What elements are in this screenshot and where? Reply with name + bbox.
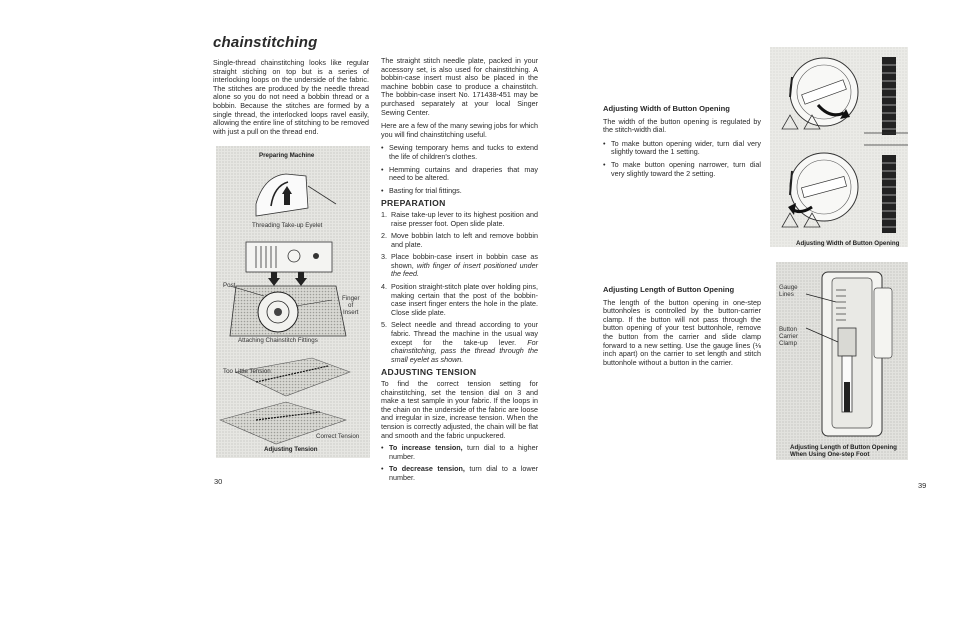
length-figure bbox=[776, 262, 908, 460]
uses-list bbox=[381, 144, 538, 195]
carrier-label: Carrier bbox=[779, 333, 798, 340]
button-label: Button bbox=[779, 326, 797, 333]
adjusting-tension-heading: ADJUSTING TENSION bbox=[381, 367, 477, 378]
list-item: • To make button opening narrower, turn dial very slightly toward the 2 setting. bbox=[603, 161, 761, 178]
page-title: chainstitching bbox=[213, 34, 318, 51]
list-item: 4. Position straight-stitch plate over holding pins, making certain that the post of the bobbin-case insert finger enters the hole in the plate. Close slide plate. bbox=[381, 282, 538, 317]
uses-intro: Here are a few of the many sewing jobs for which you will find chainstitching useful. bbox=[381, 121, 539, 139]
length-caption-line1: Adjusting Length of Button Opening bbox=[790, 444, 897, 451]
list-item: • To increase tension, turn dial to a higher number. bbox=[381, 444, 538, 461]
length-paragraph: The length of the button opening in one-step buttonholes is controlled by the button-carrier clamp. If the button will not pass through the button opening of your test buttonhole, remove the button from the carrier and slide clamp forward to a new setting. Use the gauge lines (⅛ inch apart) on the carrier to set length and stitch buttonhole without a button in the carrier. bbox=[603, 297, 761, 367]
finger-label: Finger bbox=[342, 295, 360, 302]
list-item: • Hemming curtains and draperies that may need to be altered. bbox=[381, 166, 538, 183]
tension-paragraph: To find the correct tension setting for chainstitching, set the tension dial on 3 and make a test sample in your fabric. If the loops in the chain on the underside of the fabric are loose and irregular in size, increase tension. When the tension is correctly adjusted, the chain will be flat and smooth and the fabric unpuckered. bbox=[381, 379, 538, 440]
attaching-fittings-label: Attaching Chainstitch Fittings bbox=[238, 337, 318, 344]
gauge-label: Gauge bbox=[779, 284, 798, 291]
stitch-width-dial-illustration bbox=[770, 47, 908, 247]
list-item: 2. Move bobbin latch to left and remove bobbin and plate. bbox=[381, 231, 538, 249]
correct-tension-label: Correct Tension bbox=[316, 433, 360, 440]
one-step-foot-illustration bbox=[776, 262, 908, 460]
preparing-machine-label: Preparing Machine bbox=[259, 152, 315, 159]
list-item: • To decrease tension, turn dial to a lower number. bbox=[381, 465, 538, 482]
width-figure bbox=[770, 47, 908, 247]
preparation-steps bbox=[381, 211, 538, 365]
post-label: Post bbox=[223, 282, 236, 289]
text-column-2 bbox=[381, 57, 538, 487]
intro-column bbox=[213, 59, 369, 141]
list-item: 3. Place bobbin-case insert in bobbin case as shown, with finger of insert positioned under the feed. bbox=[381, 252, 538, 279]
length-section bbox=[603, 286, 761, 372]
length-heading: Adjusting Length of Button Opening bbox=[603, 285, 735, 294]
insert-label: Insert bbox=[343, 309, 359, 316]
adjusting-tension-label: Adjusting Tension bbox=[264, 446, 318, 453]
chainstitch-illustration bbox=[216, 146, 370, 458]
width-caption: Adjusting Width of Button Opening bbox=[796, 240, 900, 247]
threading-eyelet-label: Threading Take-up Eyelet bbox=[252, 222, 323, 229]
too-little-tension-label: Too Little Tension bbox=[223, 368, 271, 375]
page-number-right: 39 bbox=[918, 481, 927, 490]
list-item: • Sewing temporary hems and tucks to extend the life of children's clothes. bbox=[381, 144, 538, 161]
page-number-left: 30 bbox=[214, 477, 223, 486]
lines-label: Lines bbox=[779, 291, 794, 298]
list-item: • To make button opening wider, turn dial very slightly toward the 1 setting. bbox=[603, 140, 761, 157]
width-list bbox=[603, 140, 761, 178]
of-label: of bbox=[348, 302, 354, 309]
width-paragraph: The width of the button opening is regulated by the stitch-width dial. bbox=[603, 116, 761, 135]
list-item: 5. Select needle and thread according to your fabric. Thread the machine in the usual way except for the take-up lever. For chainstitching, pass the thread through the small eyelet as shown. bbox=[381, 320, 538, 364]
list-item: 1. Raise take-up lever to its highest position and raise presser foot. Open slide plate. bbox=[381, 209, 538, 228]
chainstitch-figure bbox=[216, 146, 370, 458]
width-heading: Adjusting Width of Button Opening bbox=[603, 104, 730, 113]
intro-paragraph: Single-thread chainstitching looks like regular straight stiching on top but is a series of interlocking loops on the underside of the fabric. The stitches are produced by the needle thread alone so you do not need a bobbin thread or a bobbin. Because the stitches are formed by a single thread, the interlocked loops ravel easily, allowing the entire line of stitching to be removed with just a pull on the thread end. bbox=[213, 58, 369, 136]
width-section bbox=[603, 105, 761, 182]
list-item: • Basting for trial fittings. bbox=[381, 187, 538, 196]
preparation-heading: PREPARATION bbox=[381, 198, 446, 209]
tension-list bbox=[381, 444, 538, 482]
needle-plate-paragraph: The straight stitch needle plate, packed in your accessory set, is also used for chainstitching. A bobbin-case insert must also be placed in the machine bobbin case to produce a chainstitch. The bobbin-case insert No. 171438-451 may be purchased separately at your local Singer Sewing Center. bbox=[381, 56, 538, 117]
length-caption-line2: When Using One-step Foot bbox=[790, 451, 870, 458]
clamp-label: Clamp bbox=[779, 340, 797, 347]
